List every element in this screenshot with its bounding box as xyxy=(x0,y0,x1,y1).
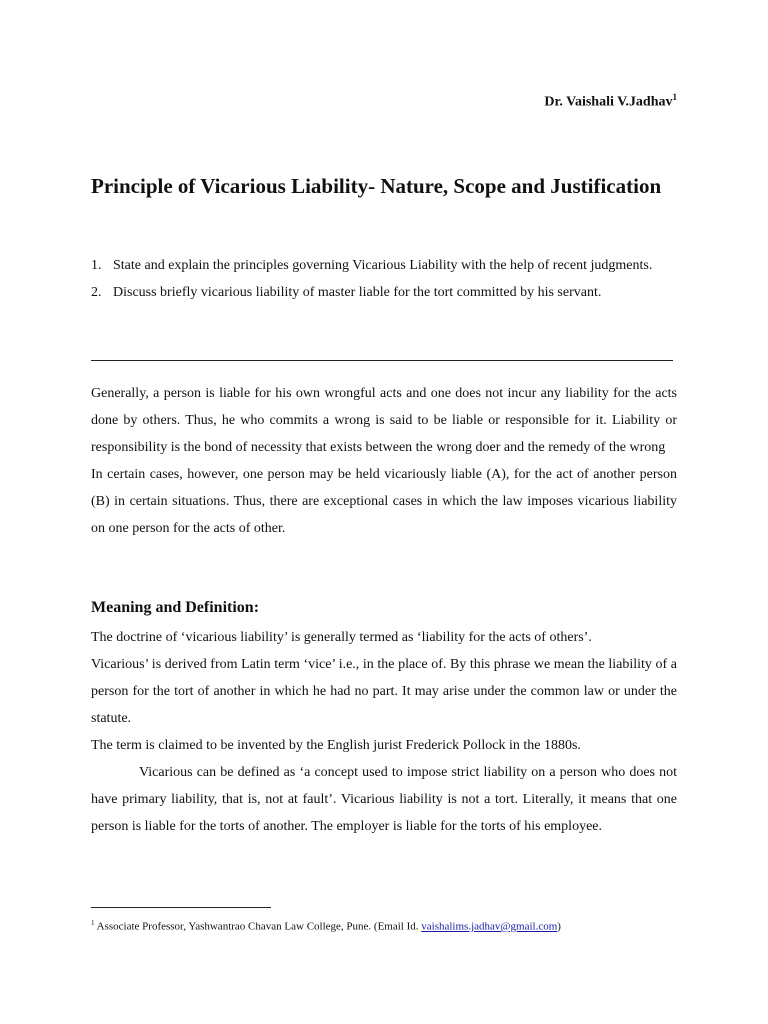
document-title: Principle of Vicarious Liability- Nature, Scope and Justification xyxy=(91,174,662,198)
footnote-close: ) xyxy=(557,920,561,933)
question-item xyxy=(91,252,677,279)
intro-paragraph-1: Generally, a person is liable for his own wrongful acts and one does not incur any liability for the acts done by others. Thus, he who commits a wrong is said to be liable or responsible for it. Liability or responsibility is the bond of necessity that exists between the wrong doer and the remedy of the wrong xyxy=(91,386,677,455)
meaning-paragraph-2: Vicarious’ is derived from Latin term ‘vice’ i.e., in the place of. By this phrase we mean the liability of a person for the tort of another in which he had no part. It may arise under the common law or under the statute. xyxy=(91,657,677,726)
question-text: Discuss briefly vicarious liability of master liable for the tort committed by his servant. xyxy=(113,285,602,300)
author-name: Dr. Vaishali V.Jadhav xyxy=(544,94,673,110)
email-link[interactable]: vaishalims.jadhav@gmail.com xyxy=(421,920,558,933)
author-line xyxy=(544,92,677,111)
question-number: 1. xyxy=(91,258,102,273)
author-footnote-mark: 1 xyxy=(672,92,677,102)
meaning-section xyxy=(91,624,677,840)
question-item xyxy=(91,279,677,306)
footnote xyxy=(91,914,561,936)
section-divider xyxy=(91,360,673,361)
meaning-heading: Meaning and Definition: xyxy=(91,599,260,616)
meaning-paragraph-4: Vicarious can be defined as ‘a concept used to impose strict liability on a person who does not have primary liability, that is, not at fault’. Vicarious liability is not a tort. Literally, it means that one person is liable for the torts of another. The employer is liable for the torts of his employee. xyxy=(91,765,677,834)
footnote-mark: 1 xyxy=(91,919,95,927)
meaning-paragraph-1: The doctrine of ‘vicarious liability’ is generally termed as ‘liability for the acts of others’. xyxy=(91,630,592,645)
footnote-divider xyxy=(91,907,271,908)
question-number: 2. xyxy=(91,285,102,300)
meaning-paragraph-3: The term is claimed to be invented by the English jurist Frederick Pollock in the 1880s. xyxy=(91,738,581,753)
question-list xyxy=(91,252,677,306)
footnote-text: Associate Professor, Yashwantrao Chavan Law College, Pune. (Email Id. xyxy=(94,920,422,933)
intro-section xyxy=(91,380,677,542)
question-text: State and explain the principles governing Vicarious Liability with the help of recent judgments. xyxy=(113,258,653,273)
intro-paragraph-2: In certain cases, however, one person may be held vicariously liable (A), for the act of another person (B) in certain situations. Thus, there are exceptional cases in which the law imposes vicarious liability on one person for the acts of other. xyxy=(91,467,677,536)
